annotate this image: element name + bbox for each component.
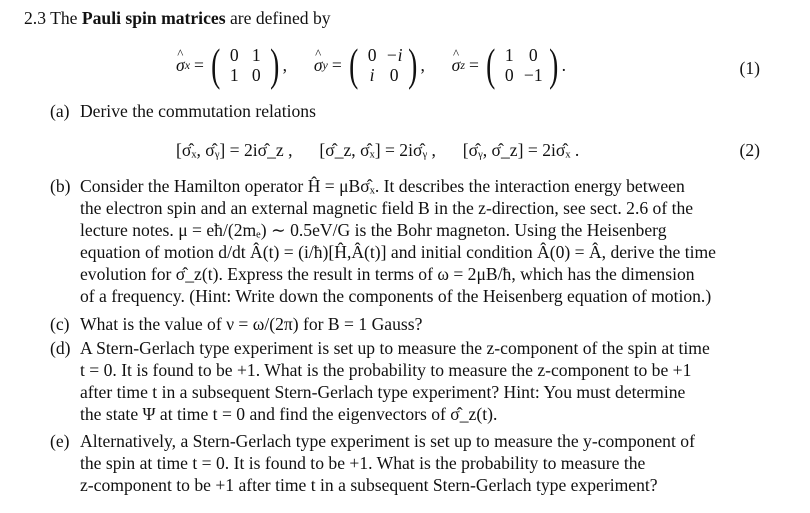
matrix-cell: 0 xyxy=(229,45,239,65)
matrix-cell: 1 xyxy=(504,45,514,65)
part-b-line: equation of motion d/dt Â(t) = (i/ħ)[Ĥ,Â(t)] and initial condition Â(0) = Â, derive the time xyxy=(80,242,716,262)
sigma-x-matrix xyxy=(176,39,288,90)
equals-sign: = xyxy=(469,55,479,75)
right-paren: ) xyxy=(549,39,559,90)
matrix-cell: 1 xyxy=(251,45,261,65)
equation-2 xyxy=(176,139,579,161)
matrix-cell: 0 xyxy=(367,45,377,65)
intro-bold: Pauli spin matrices xyxy=(81,8,226,28)
matrix-cell: 0 xyxy=(504,65,514,85)
sigma-x-sub: x xyxy=(184,58,191,72)
matrix-grid xyxy=(361,45,405,85)
matrix-cell: 0 xyxy=(251,65,261,85)
commutator-zx: [σ̂_z, σ̂ₓ] = 2iσ̂ᵧ , xyxy=(319,140,436,160)
period: . xyxy=(561,55,567,75)
sigma-y-sub: y xyxy=(322,58,328,72)
part-d xyxy=(50,337,790,425)
left-paren: ( xyxy=(211,39,221,90)
part-d-line: after time t in a subsequent Stern-Gerlach type experiment? Hint: You must determine xyxy=(80,382,686,402)
part-a xyxy=(50,100,316,122)
problem-heading xyxy=(24,7,331,29)
matrix-cell: −1 xyxy=(523,65,543,85)
part-d-line: A Stern-Gerlach type experiment is set up to measure the z-component of the spin at time xyxy=(80,338,710,358)
part-d-line: t = 0. It is found to be +1. What is the probability to measure the z-component to be +1 xyxy=(80,360,692,380)
sigma-z-sub: z xyxy=(460,58,466,72)
right-paren: ) xyxy=(408,39,418,90)
sigma-y-matrix xyxy=(313,39,425,90)
part-b-line: lecture notes. μ = eħ/(2mₑ) ∼ 0.5eV/G is the Bohr magneton. Using the Heisenberg xyxy=(80,220,667,240)
part-c-label: (c) xyxy=(50,314,70,334)
sigma-z-matrix xyxy=(451,39,567,90)
equals-sign: = xyxy=(331,55,342,75)
part-b-line: of a frequency. (Hint: Write down the components of the Heisenberg equation of motion.) xyxy=(80,286,712,306)
part-e-line: Alternatively, a Stern-Gerlach type experiment is set up to measure the y-component of xyxy=(80,431,695,451)
part-e-line: z-component to be +1 after time t in a subsequent Stern-Gerlach type experiment? xyxy=(80,475,658,495)
intro-post: are defined by xyxy=(229,8,331,28)
sigma-z-symbol: σ ^ xyxy=(452,54,461,76)
matrix-cell: 0 xyxy=(528,45,538,65)
part-b-label: (b) xyxy=(50,176,71,196)
problem-number: 2.3 xyxy=(24,8,46,28)
sigma-x-symbol: σ ^ xyxy=(176,54,185,76)
part-b-line: evolution for σ̂_z(t). Express the result in terms of ω = 2μB/ħ, which has the dimension xyxy=(80,264,695,284)
part-c-line: What is the value of ν = ω/(2π) for B = 1 Gauss? xyxy=(80,314,423,334)
matrix-cell: 0 xyxy=(389,65,399,85)
part-a-label: (a) xyxy=(50,101,70,121)
part-c xyxy=(50,313,790,335)
part-d-line: the state Ψ at time t = 0 and find the eigenvectors of σ̂_z(t). xyxy=(80,404,498,424)
part-e xyxy=(50,430,790,496)
left-paren: ( xyxy=(348,39,359,90)
matrix-cell: i xyxy=(369,65,375,85)
intro-pre: The xyxy=(50,8,78,28)
equation-1-number: (1) xyxy=(739,58,760,78)
matrix-grid xyxy=(223,45,267,85)
sigma-y-symbol: σ ^ xyxy=(314,54,323,76)
part-e-label: (e) xyxy=(50,431,70,451)
equation-2-number: (2) xyxy=(739,140,760,160)
left-paren: ( xyxy=(486,39,496,90)
commutator-yz: [σ̂ᵧ, σ̂_z] = 2iσ̂ₓ . xyxy=(462,140,580,160)
part-a-text: Derive the commutation relations xyxy=(79,101,316,121)
part-b-line: the electron spin and an external magnetic field B in the z-direction, see sect. 2.6 of the xyxy=(80,198,694,218)
comma: , xyxy=(282,55,288,75)
matrix-cell: 1 xyxy=(229,65,239,85)
part-b-line: Consider the Hamilton operator Ĥ = μBσ̂ₓ. It describes the interaction energy between xyxy=(80,176,685,196)
part-b xyxy=(50,175,790,307)
comma: , xyxy=(420,55,425,75)
equation-1 xyxy=(176,39,567,90)
part-e-line: the spin at time t = 0. It is found to be +1. What is the probability to measure the xyxy=(80,453,646,473)
matrix-cell: −i xyxy=(385,45,403,65)
part-d-label: (d) xyxy=(50,338,71,358)
matrix-grid xyxy=(498,45,546,85)
commutator-xy: [σ̂ₓ, σ̂ᵧ] = 2iσ̂_z , xyxy=(176,140,293,160)
equals-sign: = xyxy=(194,55,204,75)
right-paren: ) xyxy=(270,39,280,90)
